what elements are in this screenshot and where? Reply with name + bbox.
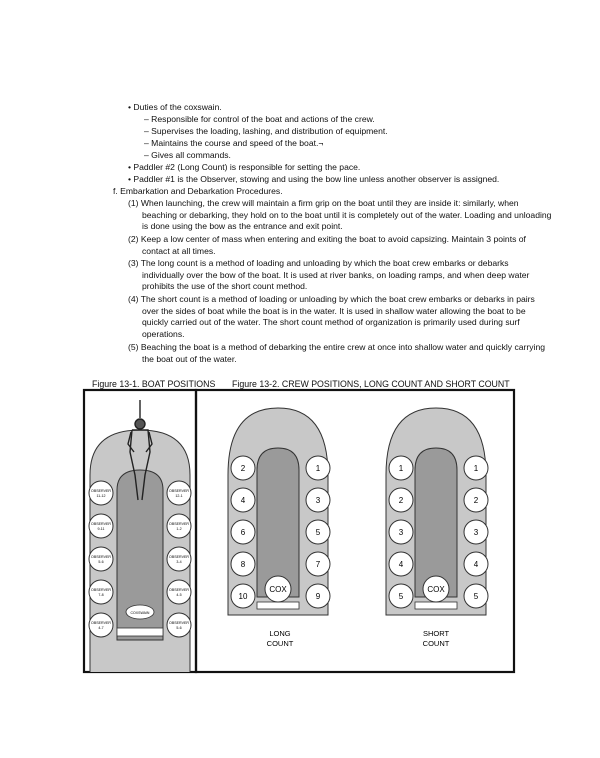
observer-right-seat-label: 3-4 — [176, 560, 182, 564]
procedure-1: (1) When launching, the crew will maintain a firm grip on the boat until they are inside it: similarly, when beaching or debarking, they hold on to the boat until it is completely out of the water. Loading and unloading is done using the bow as the entrance and exit point. — [128, 198, 552, 232]
short-left-seat-label: 2 — [398, 495, 404, 505]
observer-left-seat — [89, 514, 113, 538]
paddler-1-note: • Paddler #1 is the Observer, stowing and using the bow line unless another observer is assigned. — [128, 174, 500, 184]
long-cox-label: COX — [269, 585, 287, 594]
short-right-seat-label: 2 — [473, 495, 479, 505]
observer-right-seat-label: OBSERVER — [169, 522, 189, 526]
observer-left-seat-label: 4-7 — [98, 626, 104, 630]
observer-right-seat — [167, 580, 191, 604]
short-cox-label: COX — [427, 585, 445, 594]
observer-right-seat — [167, 481, 191, 505]
observer-right-seat-label: OBSERVER — [169, 555, 189, 559]
long-right-seat-label: 7 — [315, 559, 321, 569]
duty-item: – Gives all commands. — [144, 150, 231, 160]
observer-left-seat-label: 9-11 — [97, 527, 105, 531]
observer-right-seat-label: OBSERVER — [169, 588, 189, 592]
long-left-seat-label: 10 — [238, 591, 248, 601]
observer-left-seat — [89, 613, 113, 637]
duty-item: – Supervises the loading, lashing, and distribution of equipment. — [144, 126, 388, 136]
observer-right-seat — [167, 514, 191, 538]
duty-item: – Maintains the course and speed of the boat.¬ — [144, 138, 324, 148]
figure-13-1-caption: Figure 13-1. BOAT POSITIONS — [92, 379, 216, 389]
short-right-seat-label: 1 — [473, 463, 479, 473]
observer-right-seat-label: 1-2 — [176, 527, 182, 531]
short-right-seat-label: 5 — [473, 591, 479, 601]
long-right-seat-label: 3 — [315, 495, 321, 505]
observer-right-seat-label: OBSERVER — [169, 489, 189, 493]
observer-left-seat-label: OBSERVER — [91, 489, 111, 493]
observer-left-seat — [89, 580, 113, 604]
long-count-diagram — [228, 408, 330, 648]
long-right-seat-label: 9 — [315, 591, 321, 601]
observer-left-seat — [89, 547, 113, 571]
observer-left-seat-label: OBSERVER — [91, 522, 111, 526]
long-left-seat-label: 8 — [240, 559, 246, 569]
long-right-seat-label: 1 — [315, 463, 321, 473]
observer-left-seat-label: 5-6 — [98, 560, 104, 564]
short-left-seat-label: 3 — [398, 527, 404, 537]
long-left-seat-label: 6 — [240, 527, 246, 537]
paddler-2-note: • Paddler #2 (Long Count) is responsible for setting the pace. — [128, 162, 361, 172]
observer-right-seat-label: 5-6 — [176, 626, 182, 630]
short-count-label-2: COUNT — [422, 639, 450, 648]
observer-right-seat — [167, 547, 191, 571]
short-count-label-1: SHORT — [422, 629, 450, 638]
observer-left-seat-label: OBSERVER — [91, 621, 111, 625]
observer-left-seat-label: 7-8 — [98, 593, 104, 597]
duties-heading: • Duties of the coxswain. — [128, 102, 222, 112]
observer-right-seat-label: 4-5 — [176, 593, 182, 597]
duty-item: – Responsible for control of the boat and actions of the crew. — [144, 114, 375, 124]
observer-left-seat-label: OBSERVER — [91, 555, 111, 559]
observer-right-seat-label: 12-1 — [175, 494, 183, 498]
section-f-heading: f. Embarkation and Debarkation Procedures. — [113, 186, 283, 196]
long-left-seat-label: 2 — [240, 463, 246, 473]
procedure-5: (5) Beaching the boat is a method of debarking the entire crew at once into shallow water and quickly carrying the boat out of the water. — [128, 342, 546, 364]
observer-left-seat-label: OBSERVER — [91, 588, 111, 592]
long-count-label-1: LONG — [269, 629, 291, 638]
long-count-label-2: COUNT — [266, 639, 294, 648]
observer-right-seat-label: OBSERVER — [169, 621, 189, 625]
observer-left-seat-label: 11-12 — [96, 494, 106, 498]
procedure-3: (3) The long count is a method of loading and unloading by which the boat crew embarks or debarks individually over the bow of the boat. It is used at river banks, on loading ramps, and when deep water prohibits the use of the short count method. — [128, 258, 530, 292]
observer-left-seat — [89, 481, 113, 505]
observer-right-seat — [167, 613, 191, 637]
procedure-4: (4) The short count is a method of loading or unloading by which the boat crew embarks or debarks in pairs over the sides of boat while the boat is in the water. It is used in shallow water allowing the boat to be quickly carried out of the water. The short count method of organization is primarily used during surf operations. — [128, 294, 535, 339]
short-left-seat-label: 1 — [398, 463, 404, 473]
short-left-seat-label: 4 — [398, 559, 404, 569]
procedure-2: (2) Keep a low center of mass when entering and exiting the boat to avoid capsizing. Maintain 3 points of contact at all times. — [128, 234, 526, 256]
long-right-seat-label: 5 — [315, 527, 321, 537]
coxswain-label: COXSWAIN — [130, 611, 150, 615]
short-count-diagram — [386, 408, 488, 648]
short-right-seat-label: 3 — [473, 527, 479, 537]
long-left-seat-label: 4 — [240, 495, 246, 505]
figure-13-2-caption: Figure 13-2. CREW POSITIONS, LONG COUNT AND SHORT COUNT — [232, 379, 510, 389]
short-right-seat-label: 4 — [473, 559, 479, 569]
short-left-seat-label: 5 — [398, 591, 404, 601]
boat-positions-diagram — [89, 400, 191, 672]
